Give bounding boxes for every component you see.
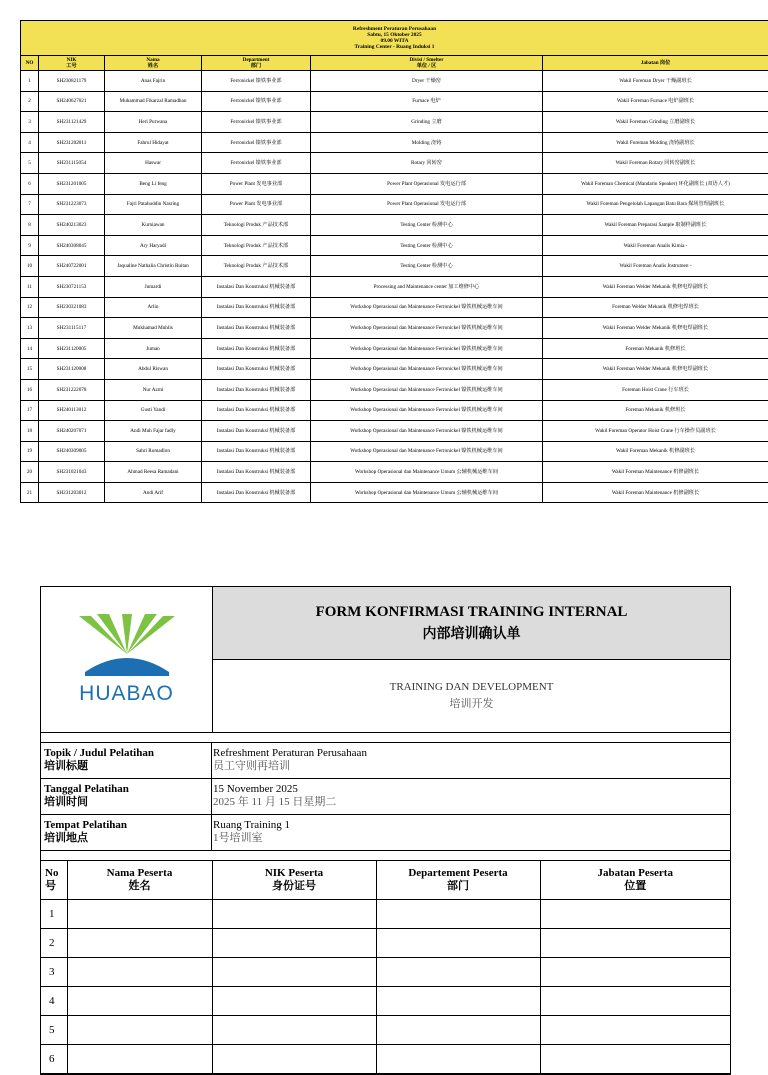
col-header-divisi: Divisi / Smelter 单位 / 区 [311, 56, 543, 71]
cell-divisi: Processing and Maintenance center 加工维修中心 [311, 276, 543, 297]
cell-dept: Instalasi Dan Konstruksi 机械装备部 [202, 462, 311, 483]
participant-row [41, 987, 730, 1016]
cell-nama: Fajri Patahuddin Nasring [105, 194, 202, 215]
col-header-no: NO [21, 56, 39, 71]
cell-nik: SH240113012 [39, 400, 105, 421]
table-row [21, 338, 768, 359]
cell-nik: SH231201005 [39, 173, 105, 194]
cell-divisi: Workshop Operasional dan Maintenance Umum 公辅机械运维车间 [311, 462, 543, 483]
cell-dept: Instalasi Dan Konstruksi 机械装备部 [202, 379, 311, 400]
cell-divisi: Workshop Operasional dan Maintenance Ferronickel 镍铁机械运维车间 [311, 379, 543, 400]
cell-nik: SH231202011 [39, 132, 105, 153]
table-row [21, 194, 768, 215]
cell-dept: Teknologi Produk 产品技术部 [202, 235, 311, 256]
roster-title-line: 09.00 WITA [22, 38, 767, 44]
cell-divisi: Power Plant Operasional 发电运行部 [311, 194, 543, 215]
cell-divisi: Testing Center 检测中心 [311, 215, 543, 236]
cell-jabatan: Wakil Foreman Maintenance 机修副班长 [543, 462, 768, 483]
cell-no: 3 [21, 112, 39, 133]
spacer-row [41, 733, 730, 743]
participant-no: 6 [41, 1045, 67, 1074]
cell-no: 13 [21, 318, 39, 339]
cell-no: 11 [21, 276, 39, 297]
cell-no: 20 [21, 462, 39, 483]
cell-nama: Anas Fajrin [105, 71, 202, 92]
cell-jabatan: Wakil Foreman Mekanik 机修副班长 [543, 441, 768, 462]
cell-nama: Arlin [105, 297, 202, 318]
table-row [21, 132, 768, 153]
form-title-en: FORM KONFIRMASI TRAINING INTERNAL [316, 604, 628, 621]
cell-divisi: Rotary 回转窑 [311, 153, 543, 174]
table-row [21, 379, 768, 400]
cell-nik: SH230721153 [39, 276, 105, 297]
cell-dept: Ferronickel 镍铁事业部 [202, 153, 311, 174]
cell-nik: SH231115054 [39, 153, 105, 174]
cell-divisi: Grinding 立磨 [311, 112, 543, 133]
participant-cell[interactable] [67, 929, 212, 958]
cell-jabatan: Foreman Mekanik 机修班长 [543, 338, 768, 359]
participant-table [41, 861, 730, 1074]
cell-dept: Instalasi Dan Konstruksi 机械装备部 [202, 338, 311, 359]
info-label: Tempat Pelatihan 培训地点 [41, 815, 212, 850]
table-row [21, 400, 768, 421]
cell-divisi: Furnace 电炉 [311, 91, 543, 112]
cell-nik: SH231223073 [39, 194, 105, 215]
cell-jabatan: Wakil Foreman Molding 浇铸副班长 [543, 132, 768, 153]
cell-jabatan: Wakil Foreman Welder Mekanik 机修电焊副班长 [543, 359, 768, 380]
cell-nama: Andi Arif [105, 482, 202, 503]
participant-col-no: No 号 [41, 861, 67, 900]
roster-title-line: Sabtu, 15 Oktober 2025 [22, 32, 767, 38]
table-row [21, 173, 768, 194]
cell-divisi: Workshop Operasional dan Maintenance Ferronickel 镍铁机械运维车间 [311, 338, 543, 359]
cell-nik: SH240213023 [39, 215, 105, 236]
cell-nama: Haswar [105, 153, 202, 174]
cell-dept: Ferronickel 镍铁事业部 [202, 132, 311, 153]
info-label: Tanggal Pelatihan 培训时间 [41, 779, 212, 814]
cell-nama: Ahmad Reesa Ramadani [105, 462, 202, 483]
participant-cell[interactable] [67, 900, 212, 929]
participant-cell[interactable] [212, 900, 376, 929]
cell-jabatan: Wakil Foreman Preparasi Sample 取制样副班长 [543, 215, 768, 236]
roster-title [21, 21, 768, 56]
cell-dept: Ferronickel 镍铁事业部 [202, 91, 311, 112]
info-row-place [41, 815, 730, 851]
cell-no: 15 [21, 359, 39, 380]
cell-divisi: Workshop Operasional dan Maintenance Ferronickel 镍铁机械运维车间 [311, 441, 543, 462]
cell-dept: Instalasi Dan Konstruksi 机械装备部 [202, 276, 311, 297]
cell-divisi: Testing Center 检测中心 [311, 256, 543, 277]
cell-dept: Power Plant 发电事业部 [202, 194, 311, 215]
participant-col-position: Jabatan Peserta 位置 [540, 861, 730, 900]
cell-nama: Sahri Romadlon [105, 441, 202, 462]
cell-no: 12 [21, 297, 39, 318]
table-row [21, 235, 768, 256]
cell-divisi: Workshop Operasional dan Maintenance Ferronickel 镍铁机械运维车间 [311, 359, 543, 380]
cell-dept: Teknologi Produk 产品技术部 [202, 215, 311, 236]
cell-nama: Andi Muh Fajar fadly [105, 421, 202, 442]
col-header-nik: NIK 工号 [39, 56, 105, 71]
huabao-logo-icon [79, 614, 175, 676]
table-row [21, 112, 768, 133]
cell-nik: SH231222078 [39, 379, 105, 400]
table-row [21, 71, 768, 92]
cell-nama: Gusti Yandi [105, 400, 202, 421]
cell-nik: SH231120008 [39, 359, 105, 380]
cell-nama: Muhammad Fikarzal Ramadhan [105, 91, 202, 112]
cell-dept: Instalasi Dan Konstruksi 机械装备部 [202, 441, 311, 462]
col-header-department: Department 部门 [202, 56, 311, 71]
table-row [21, 318, 768, 339]
cell-divisi: Workshop Operasional dan Maintenance Ferronickel 镍铁机械运维车间 [311, 421, 543, 442]
participant-cell[interactable] [376, 958, 540, 987]
table-row [21, 297, 768, 318]
participant-cell[interactable] [67, 987, 212, 1016]
cell-nama: Abdul Riswan [105, 359, 202, 380]
cell-dept: Instalasi Dan Konstruksi 机械装备部 [202, 318, 311, 339]
participant-cell[interactable] [540, 1045, 730, 1074]
cell-nik: SH240309005 [39, 441, 105, 462]
cell-nik: SH231021043 [39, 462, 105, 483]
cell-dept: Instalasi Dan Konstruksi 机械装备部 [202, 297, 311, 318]
cell-dept: Power Plant 发电事业部 [202, 173, 311, 194]
cell-nik: SH231115117 [39, 318, 105, 339]
table-row [21, 421, 768, 442]
cell-jabatan: Foreman Welder Mekanik 机修电焊班长 [543, 297, 768, 318]
cell-jabatan: Foreman Hoist Crane 行车班长 [543, 379, 768, 400]
form-subtitle-en: TRAINING DAN DEVELOPMENT [390, 681, 554, 693]
table-row [21, 276, 768, 297]
cell-no: 6 [21, 173, 39, 194]
table-row [21, 91, 768, 112]
participant-cell[interactable] [212, 929, 376, 958]
participant-cell[interactable] [540, 1016, 730, 1045]
cell-divisi: Workshop Operasional dan Maintenance Umum 公辅机械运维车间 [311, 482, 543, 503]
cell-no: 4 [21, 132, 39, 153]
cell-no: 7 [21, 194, 39, 215]
cell-divisi: Testing Center 检测中心 [311, 235, 543, 256]
cell-nama: Juman [105, 338, 202, 359]
cell-dept: Instalasi Dan Konstruksi 机械装备部 [202, 421, 311, 442]
participant-cell[interactable] [212, 1016, 376, 1045]
participant-no: 4 [41, 987, 67, 1016]
cell-no: 17 [21, 400, 39, 421]
participant-col-name: Nama Peserta 姓名 [67, 861, 212, 900]
cell-jabatan: Wakil Foreman Welder Mekanik 机修电焊副班长 [543, 318, 768, 339]
participant-row [41, 1016, 730, 1045]
cell-jabatan: Foreman Mekanik 机修班长 [543, 400, 768, 421]
cell-jabatan: Wakil Foreman Operator Hoist Crane 行车操作员副班长 [543, 421, 768, 442]
cell-no: 10 [21, 256, 39, 277]
participant-row [41, 900, 730, 929]
confirmation-form [40, 586, 731, 1075]
cell-nik: SH231203012 [39, 482, 105, 503]
cell-divisi: Dryer 干燥窑 [311, 71, 543, 92]
cell-divisi: Workshop Operasional dan Maintenance Ferronickel 镍铁机械运维车间 [311, 318, 543, 339]
table-row [21, 215, 768, 236]
participant-cell[interactable] [376, 987, 540, 1016]
cell-nik: SH230321083 [39, 297, 105, 318]
cell-dept: Instalasi Dan Konstruksi 机械装备部 [202, 400, 311, 421]
form-header [41, 587, 730, 733]
table-row [21, 153, 768, 174]
cell-dept: Instalasi Dan Konstruksi 机械装备部 [202, 482, 311, 503]
form-subtitle-cn: 培训开发 [450, 695, 494, 711]
cell-nik: SH240722001 [39, 256, 105, 277]
info-value: Ruang Training 1 1号培训室 [212, 815, 730, 850]
form-title-area [213, 587, 730, 732]
cell-no: 1 [21, 71, 39, 92]
cell-dept: Ferronickel 镍铁事业部 [202, 112, 311, 133]
cell-nama: Jumardi [105, 276, 202, 297]
participant-cell[interactable] [540, 900, 730, 929]
table-row [21, 359, 768, 380]
col-header-nama: Nama 姓名 [105, 56, 202, 71]
form-subtitle [213, 660, 730, 732]
cell-divisi: Molding 浇铸 [311, 132, 543, 153]
participant-no: 5 [41, 1016, 67, 1045]
participant-cell[interactable] [376, 1045, 540, 1074]
info-value: 15 November 2025 2025 年 11 月 15 日星期二 [212, 779, 730, 814]
participant-cell[interactable] [376, 900, 540, 929]
cell-no: 14 [21, 338, 39, 359]
cell-dept: Teknologi Produk 产品技术部 [202, 256, 311, 277]
cell-no: 21 [21, 482, 39, 503]
participant-col-nik: NIK Peserta 身份证号 [212, 861, 376, 900]
cell-no: 19 [21, 441, 39, 462]
participant-cell[interactable] [212, 1045, 376, 1074]
participant-no: 2 [41, 929, 67, 958]
cell-nama: Nur Azmi [105, 379, 202, 400]
logo-box [41, 587, 213, 732]
logo-text: HUABAO [79, 682, 174, 706]
table-row [21, 256, 768, 277]
participant-cell[interactable] [67, 1016, 212, 1045]
participant-cell[interactable] [212, 987, 376, 1016]
participant-row [41, 1045, 730, 1074]
participant-cell[interactable] [212, 958, 376, 987]
cell-nama: Mukhamad Muhlis [105, 318, 202, 339]
cell-jabatan: Wakil Foreman Grinding 立磨副班长 [543, 112, 768, 133]
cell-jabatan: Wakil Foreman Welder Mekanik 机修电焊副班长 [543, 276, 768, 297]
cell-dept: Instalasi Dan Konstruksi 机械装备部 [202, 359, 311, 380]
cell-no: 2 [21, 91, 39, 112]
cell-nik: SH240207071 [39, 421, 105, 442]
participant-cell[interactable] [376, 929, 540, 958]
roster-title-line: Refreshment Peraturan Perusahaan [22, 26, 767, 32]
participant-no: 1 [41, 900, 67, 929]
form-title-cn: 内部培训确认单 [423, 623, 521, 643]
cell-no: 16 [21, 379, 39, 400]
roster-title-line: Training Center - Ruang Induksi 1 [22, 44, 767, 50]
cell-no: 9 [21, 235, 39, 256]
cell-no: 8 [21, 215, 39, 236]
cell-jabatan: Wakil Foreman Maintenance 机修副班长 [543, 482, 768, 503]
cell-nama: Kurniawan [105, 215, 202, 236]
participant-cell[interactable] [540, 929, 730, 958]
participant-col-department: Departement Peserta 部门 [376, 861, 540, 900]
participant-row [41, 958, 730, 987]
roster-table [20, 20, 768, 503]
col-header-jabatan: Jabatan 岗位 [543, 56, 768, 71]
cell-jabatan: Wakil Foreman Rotary 回转窑副班长 [543, 153, 768, 174]
cell-no: 18 [21, 421, 39, 442]
cell-nama: Fahrul Hidayat [105, 132, 202, 153]
cell-nama: Jaqualine Nathalia Christin Ruitan [105, 256, 202, 277]
participant-cell[interactable] [540, 987, 730, 1016]
cell-jabatan: Wakil Foreman Analis Instrumen - [543, 256, 768, 277]
participant-no: 3 [41, 958, 67, 987]
cell-nik: SH240308045 [39, 235, 105, 256]
info-row-date [41, 779, 730, 815]
cell-nama: Beng Li feng [105, 173, 202, 194]
info-label: Topik / Judul Pelatihan 培训标题 [41, 743, 212, 778]
cell-nik: SH231121429 [39, 112, 105, 133]
participant-cell[interactable] [67, 1045, 212, 1074]
table-row [21, 462, 768, 483]
table-row [21, 441, 768, 462]
cell-jabatan: Wakil Foreman Analis Kimia - [543, 235, 768, 256]
participant-cell[interactable] [540, 958, 730, 987]
info-row-topic [41, 743, 730, 779]
form-title [213, 587, 730, 660]
participant-row [41, 929, 730, 958]
spacer-row [41, 851, 730, 861]
cell-divisi: Workshop Operasional dan Maintenance Ferronickel 镍铁机械运维车间 [311, 400, 543, 421]
cell-jabatan: Wakil Foreman Furnace 电炉副班长 [543, 91, 768, 112]
cell-jabatan: Wakil Foreman Pengelolah Lapangan Batu Bara 煤场管理副班长 [543, 194, 768, 215]
cell-divisi: Power Plant Operasional 发电运行部 [311, 173, 543, 194]
cell-nik: SH231120005 [39, 338, 105, 359]
cell-divisi: Workshop Operasional dan Maintenance Ferronickel 镍铁机械运维车间 [311, 297, 543, 318]
cell-nama: Heri Purwana [105, 112, 202, 133]
cell-nama: Ary Haryadi [105, 235, 202, 256]
cell-jabatan: Wakil Foreman Chemical (Mandarin Speaker) 环化副班长 (双语人才) [543, 173, 768, 194]
participant-cell[interactable] [376, 1016, 540, 1045]
cell-jabatan: Wakil Foreman Dryer 干燥副班长 [543, 71, 768, 92]
table-row [21, 482, 768, 503]
cell-nik: SH230821179 [39, 71, 105, 92]
cell-no: 5 [21, 153, 39, 174]
cell-dept: Ferronickel 镍铁事业部 [202, 71, 311, 92]
cell-nik: SH240627021 [39, 91, 105, 112]
info-value: Refreshment Peraturan Perusahaan 员工守则再培训 [212, 743, 730, 778]
participant-cell[interactable] [67, 958, 212, 987]
